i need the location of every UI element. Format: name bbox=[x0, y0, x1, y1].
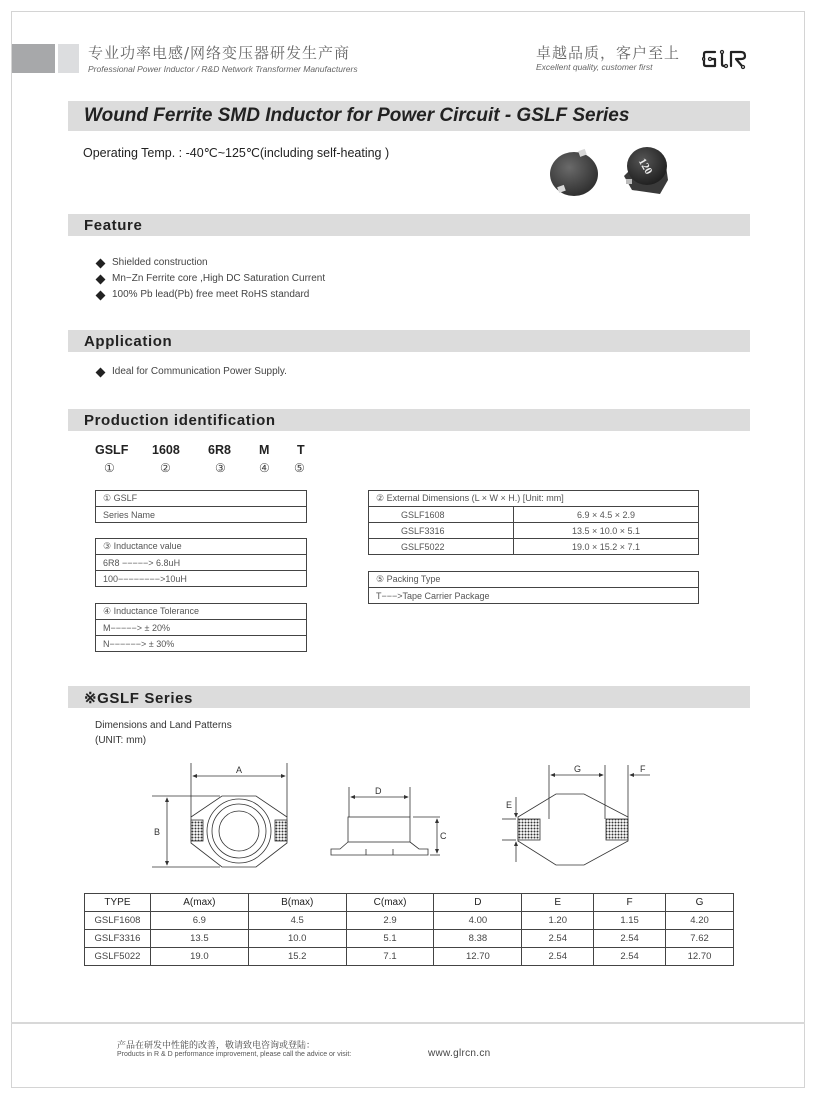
tolerance-table-row: M−−−−−> ± 20% bbox=[96, 620, 307, 636]
feature-heading: Feature bbox=[84, 217, 143, 234]
footer-note-en: Products in R & D performance improvement, please call the advice or visit: bbox=[117, 1051, 352, 1058]
diamond-bullet-icon bbox=[96, 258, 106, 268]
packing-table bbox=[368, 571, 699, 604]
packing-table-title: ⑤ Packing Type bbox=[369, 572, 699, 588]
application-heading: Application bbox=[84, 333, 173, 350]
slogan-en: Excellent quality, customer first bbox=[536, 62, 653, 72]
dimensions-row: GSLF1608 6.9 × 4.5 × 2.9 bbox=[369, 507, 699, 523]
part-code-packing: T bbox=[297, 443, 305, 457]
header-decor-square-dark bbox=[12, 44, 55, 73]
dimensions-table-title: ② External Dimensions (L × W × H.) [Unit: mm] bbox=[369, 491, 699, 507]
part-index: ② bbox=[160, 461, 171, 475]
application-band bbox=[68, 330, 750, 352]
page-title: Wound Ferrite SMD Inductor for Power Circuit - GSLF Series bbox=[84, 105, 630, 126]
dimensions-row: GSLF3316 13.5 × 10.0 × 5.1 bbox=[369, 523, 699, 539]
header-decor-square-light bbox=[58, 44, 79, 73]
spec-table-row: GSLF5022 19.0 15.2 7.1 12.70 2.54 2.54 12.70 bbox=[85, 948, 734, 966]
side-view bbox=[331, 787, 440, 855]
title-band bbox=[68, 101, 750, 131]
series-table-title: ① GSLF bbox=[96, 491, 307, 507]
inductance-table bbox=[95, 538, 307, 587]
dimensions-row: GSLF5022 19.0 × 15.2 × 7.1 bbox=[369, 539, 699, 555]
label-f: F bbox=[640, 764, 646, 774]
inductor-photo-angled bbox=[622, 146, 670, 196]
diamond-bullet-icon bbox=[96, 290, 106, 300]
dimensions-unit: (UNIT: mm) bbox=[95, 735, 147, 746]
part-code-series: GSLF bbox=[95, 443, 129, 457]
spec-table-row: GSLF3316 13.5 10.0 5.1 8.38 2.54 2.54 7.62 bbox=[85, 930, 734, 948]
part-index: ④ bbox=[259, 461, 270, 475]
tolerance-table-title: ④ Inductance Tolerance bbox=[96, 604, 307, 620]
packing-table-row: T−−−>Tape Carrier Package bbox=[369, 588, 699, 604]
footer-divider bbox=[11, 1022, 805, 1024]
top-view bbox=[152, 763, 287, 867]
feature-item: 100% Pb lead(Pb) free meet RoHS standard bbox=[96, 287, 325, 303]
inductance-table-row: 6R8 −−−−−> 6.8uH bbox=[96, 555, 307, 571]
feature-item: Mn−Zn Ferrite core ,High DC Saturation Current bbox=[96, 271, 325, 287]
inductance-table-row: 100−−−−−−−−>10uH bbox=[96, 571, 307, 587]
part-index: ③ bbox=[215, 461, 226, 475]
label-c: C bbox=[440, 831, 447, 841]
part-code-size: 1608 bbox=[152, 443, 180, 457]
inductance-table-title: ③ Inductance value bbox=[96, 539, 307, 555]
glr-logo-icon bbox=[702, 47, 750, 71]
application-list bbox=[96, 364, 287, 380]
application-item: Ideal for Communication Power Supply. bbox=[96, 364, 287, 380]
label-b: B bbox=[154, 827, 161, 837]
diamond-bullet-icon bbox=[96, 367, 106, 377]
part-code-inductance: 6R8 bbox=[208, 443, 231, 457]
series-heading: ※GSLF Series bbox=[84, 690, 193, 707]
feature-band bbox=[68, 214, 750, 236]
dimensions-title: Dimensions and Land Patterns bbox=[95, 720, 232, 731]
label-a: A bbox=[236, 765, 243, 775]
operating-temp: Operating Temp. : -40℃~125℃(including self-heating ) bbox=[83, 146, 390, 160]
spec-table bbox=[84, 893, 734, 966]
series-table bbox=[95, 490, 307, 523]
website-link[interactable]: www.glrcn.cn bbox=[428, 1048, 491, 1059]
production-id-heading: Production identification bbox=[84, 412, 276, 429]
tolerance-table-row: N−−−−−−> ± 30% bbox=[96, 636, 307, 652]
diamond-bullet-icon bbox=[96, 274, 106, 284]
slogan-cn: 卓越品质，客户至上 bbox=[536, 44, 681, 62]
label-d: D bbox=[375, 786, 382, 796]
dimensions-table bbox=[368, 490, 699, 555]
production-id-band bbox=[68, 409, 750, 431]
part-code-tolerance: M bbox=[259, 443, 270, 457]
series-band bbox=[68, 686, 750, 708]
feature-item: Shielded construction bbox=[96, 255, 325, 271]
inductor-marking: 120 bbox=[635, 156, 655, 177]
label-g: G bbox=[574, 764, 582, 774]
dimension-diagram bbox=[140, 755, 680, 875]
part-index: ① bbox=[104, 461, 115, 475]
land-pattern-view bbox=[502, 765, 650, 865]
tolerance-table bbox=[95, 603, 307, 652]
spec-table-row: GSLF1608 6.9 4.5 2.9 4.00 1.20 1.15 4.20 bbox=[85, 912, 734, 930]
spec-table-header: TYPE A(max) B(max) C(max) D E F G bbox=[85, 894, 734, 912]
footer-note-cn: 产品在研发中性能的改善，敬请致电咨询或登陆： bbox=[117, 1041, 316, 1051]
company-tagline-cn: 专业功率电感/网络变压器研发生产商 bbox=[88, 44, 351, 62]
series-table-row: Series Name bbox=[96, 507, 307, 523]
company-tagline-en: Professional Power Inductor / R&D Network Transformer Manufacturers bbox=[88, 64, 358, 74]
feature-list bbox=[96, 255, 325, 303]
label-e: E bbox=[506, 800, 513, 810]
part-index: ⑤ bbox=[294, 461, 305, 475]
inductor-photo-top bbox=[548, 147, 600, 197]
